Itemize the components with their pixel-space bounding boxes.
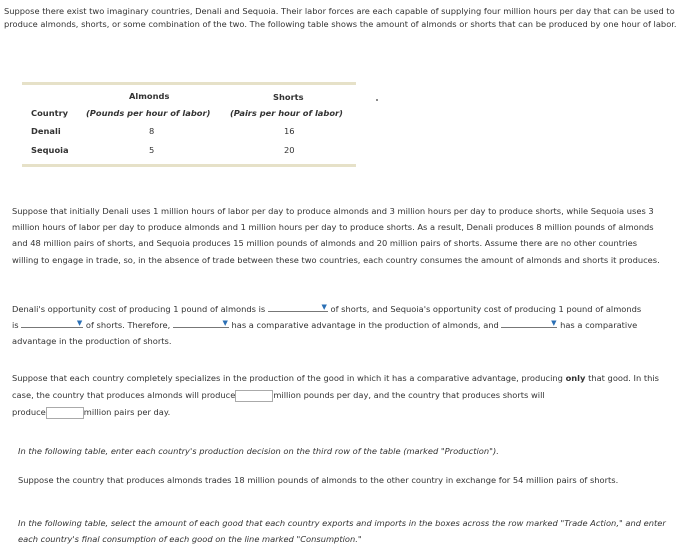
oc-text-2: of shorts, and Sequoia's opportunity cost of producing 1 pound of almonds xyxy=(330,304,642,314)
row-sequoia-shorts: 20 xyxy=(284,145,295,155)
almonds-unit-header: (Pounds per hour of labor) xyxy=(86,108,211,118)
denali-oc-dropdown[interactable] xyxy=(268,302,328,312)
oc-text-7: advantage in the production of shorts. xyxy=(12,335,172,346)
shorts-unit-header: (Pairs per hour of labor) xyxy=(230,108,343,118)
table-top-rule xyxy=(22,82,356,85)
oc-text-4: of shorts. Therefore, xyxy=(85,319,171,330)
row-country-sequoia: Sequoia xyxy=(31,145,69,155)
trade-instruction: In the following table, select the amount of each good that each country exports and imports in the boxes across the row marked "Trade Action," and enter each country's final consumption of each good on the line marked "Consumption." xyxy=(18,518,666,545)
specialization-paragraph xyxy=(12,370,662,421)
shorts-advantage-dropdown[interactable] xyxy=(501,318,557,328)
oc-text-3: is xyxy=(12,319,19,330)
almonds-production-input[interactable] xyxy=(235,390,273,402)
spec-text-a: Suppose that each country completely specializes in the production of the good in which it has a comparative advantage, producing xyxy=(12,373,563,383)
spec-text-c: million pounds per day, and the country that produces shorts will xyxy=(273,390,545,400)
oc-text-5: has a comparative advantage in the production of almonds, and xyxy=(231,319,499,330)
sequoia-oc-dropdown[interactable] xyxy=(21,318,83,328)
spec-text-d: produce xyxy=(12,407,46,417)
spec-text-b: that good. In this case, the country that produces almonds will produce xyxy=(12,373,659,400)
almonds-header: Almonds xyxy=(129,91,170,101)
shorts-production-input[interactable] xyxy=(46,407,84,419)
almonds-advantage-dropdown[interactable] xyxy=(173,318,229,328)
trade-paragraph: Suppose the country that produces almonds trades 18 million pounds of almonds to the other country in exchange for 54 million pairs of shorts. xyxy=(18,475,619,485)
row-denali-almonds: 8 xyxy=(149,126,155,136)
row-denali-shorts: 16 xyxy=(284,126,295,136)
production-instruction: In the following table, enter each country's production decision on the third row of the table (marked "Production"). xyxy=(18,446,499,456)
shorts-header: Shorts xyxy=(273,92,304,102)
dropdown-arrow-icon: ▼ xyxy=(222,318,228,327)
row-country-denali: Denali xyxy=(31,126,61,136)
intro-paragraph: Suppose there exist two imaginary countries, Denali and Sequoia. Their labor forces are each capable of supplying four million hours per day that can be used to produce almonds, shorts, or some combination of the two. The following table shows the amount of almonds or shorts that can be produced by one hour of labor. xyxy=(4,6,677,29)
dropdown-arrow-icon: ▼ xyxy=(76,318,83,327)
oc-text-1: Denali's opportunity cost of producing 1 pound of almonds is xyxy=(12,304,266,314)
dropdown-arrow-icon: ▼ xyxy=(551,318,557,327)
table-bottom-rule xyxy=(22,164,356,167)
country-header: Country xyxy=(31,108,69,118)
spec-text-e: million pairs per day. xyxy=(83,407,171,417)
bullet-marker xyxy=(376,99,378,101)
row-sequoia-almonds: 5 xyxy=(149,145,155,155)
opportunity-cost-question xyxy=(12,302,672,349)
dropdown-arrow-icon: ▼ xyxy=(321,303,327,311)
oc-text-6: has a comparative xyxy=(560,319,638,330)
scenario-paragraph: Suppose that initially Denali uses 1 million hours of labor per day to produce almonds and 3 million hours per day to produce shorts, while Sequoia uses 3 million hours of labor per day to produce almonds and 1 million hours per day to produce shorts. As a result, Denali produces 8 million pounds of almonds and 48 million pairs of shorts, and Sequoia produces 15 million pounds of almonds and 20 million pairs of shorts. Assume there are no other countries willing to engage in trade, so, in the absence of trade between these two countries, each country consumes the amount of almonds and shorts it produces. xyxy=(12,206,660,265)
spec-only-emphasis: only xyxy=(565,373,586,383)
labor-productivity-table xyxy=(22,82,356,168)
